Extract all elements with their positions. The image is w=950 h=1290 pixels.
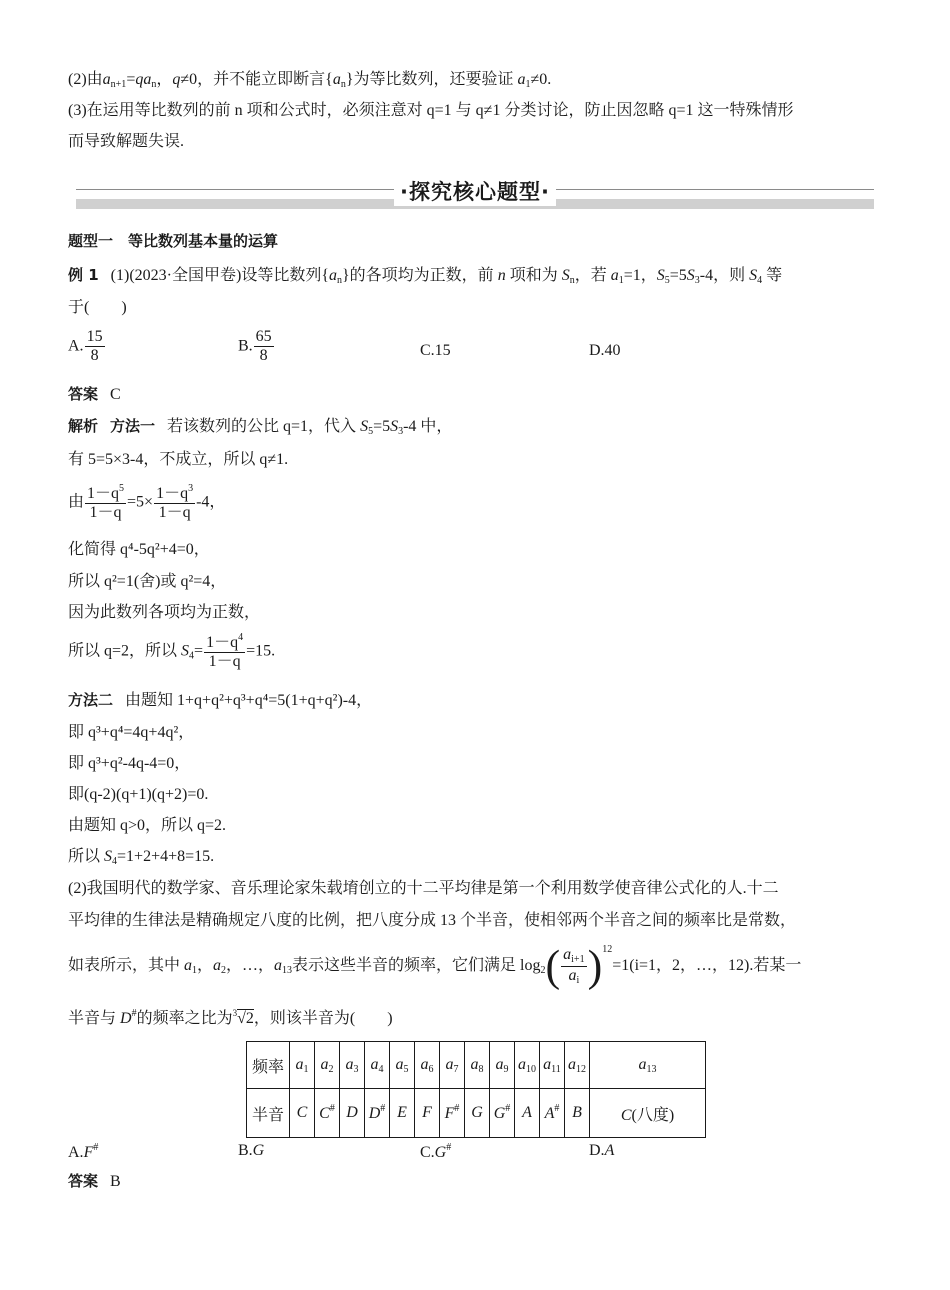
solution-m2-line4: 即(q-2)(q+1)(q+2)=0. xyxy=(68,786,209,803)
table-cell: E xyxy=(390,1089,415,1138)
table-cell: $a_{11}$ xyxy=(540,1042,565,1089)
solution-m1-line6: 因为此数列各项均为正数， xyxy=(68,604,261,621)
semitone-table xyxy=(246,1041,706,1138)
table-cell: F xyxy=(415,1089,440,1138)
option-2c: C.G# xyxy=(420,1142,452,1161)
table-cell: C# xyxy=(315,1089,340,1138)
example-2-line1: (2)我国明代的数学家、音乐理论家朱载堉创立的十二平均律是第一个利用数学使音律公式化的人.十二 xyxy=(68,880,779,897)
example-2-line2: 平均律的生律法是精确规定八度的比例，把八度分成 13 个半音，使相邻两个半音之间的频率比是常数， xyxy=(68,912,797,929)
section-banner xyxy=(76,174,874,210)
table-cell: G# xyxy=(490,1089,515,1138)
answer-1: 答案 C xyxy=(68,385,121,403)
example-1-line1: 例 1 (1)(2023·全国甲卷)设等比数列$\{a_n\}$的各项均为正数，前 n 项和为 $S_n$，若 $a_1=1$，$S_5=5S_3-4$，则 $S_4$ 等 xyxy=(68,266,783,286)
table-cell: C(八度) xyxy=(590,1089,706,1138)
solution-m2-line5: 由题知 q>0，所以 q=2. xyxy=(68,817,227,834)
solution-m1-line7: 所以 q=2，所以 $S_4=$ $\frac{1-q^4}{1-q}$ =15. xyxy=(68,632,276,671)
option-2d: D.A xyxy=(589,1142,615,1159)
option-a: A. $\frac{15}{8}$ xyxy=(68,328,103,365)
banner-title: · 探究核心题型 · xyxy=(394,176,556,206)
table-cell: C xyxy=(290,1089,315,1138)
option-c: C.15 xyxy=(420,342,451,359)
table-head: 半音 xyxy=(247,1089,290,1138)
table-cell: $a_1$ xyxy=(290,1042,315,1089)
table-head: 频率 xyxy=(247,1042,290,1089)
solution-m1-line3: 由 $\frac{1-q^5}{1-q}$ =5× $\frac{1-q^3}{1-q}$ -4， xyxy=(68,483,226,522)
note-3-line1: (3)在运用等比数列的前 n 项和公式时，必须注意对 q=1 与 q≠1 分类讨论，防止因忽略 q=1 这一特殊情形 xyxy=(68,102,794,119)
table-cell: B xyxy=(565,1089,590,1138)
table-row xyxy=(247,1042,706,1089)
table-cell: D xyxy=(340,1089,365,1138)
table-row xyxy=(247,1089,706,1138)
answer-2: 答案 B xyxy=(68,1172,121,1190)
table-cell: $a_6$ xyxy=(415,1042,440,1089)
table-cell: $a_2$ xyxy=(315,1042,340,1089)
note-3-line2: 而导致解题失误. xyxy=(68,133,185,150)
solution-m2-line1: 方法二 由题知 1+q+q²+q³+q⁴=5(1+q+q²)-4， xyxy=(68,691,373,709)
table-cell: $a_9$ xyxy=(490,1042,515,1089)
example-2-line4: 半音与 D#的频率之比为$^3$√2，则该半音为( ) xyxy=(68,1008,393,1027)
solution-m2-line3: 即 q³+q²-4q-4=0， xyxy=(68,755,191,772)
table-cell: $a_{10}$ xyxy=(515,1042,540,1089)
solution-m2-line2: 即 q³+q⁴=4q+4q²， xyxy=(68,724,195,741)
table-cell: G xyxy=(465,1089,490,1138)
option-b: B. $\frac{65}{8}$ xyxy=(238,328,272,365)
example-2-line3: 如表所示，其中 $a_1$，$a_2$，…，$a_{13}$表示这些半音的频率，它们满足 $\log_2$( $\frac{a_{i+1}}{a_i}$ )$^{12}$=1(i=1，2，…，12).若某一 xyxy=(68,941,802,991)
table-cell: $a_5$ xyxy=(390,1042,415,1089)
table-cell: F# xyxy=(440,1089,465,1138)
example-1-line2: 于( ) xyxy=(68,299,127,316)
section-heading: 题型一 等比数列基本量的运算 xyxy=(68,232,279,250)
table-cell: $a_7$ xyxy=(440,1042,465,1089)
table-cell: A xyxy=(515,1089,540,1138)
solution-m1-line4: 化简得 q⁴-5q²+4=0， xyxy=(68,541,210,558)
table-cell: $a_4$ xyxy=(365,1042,390,1089)
solution-m1-line2: 有 5=5×3-4，不成立，所以 q≠1. xyxy=(68,451,289,468)
solution-m1-line1: 解析 方法一 若该数列的公比 q=1，代入 $S_5=5S_3-4$ 中， xyxy=(68,417,453,437)
option-2b: B.G xyxy=(238,1142,265,1159)
table-cell: $a_8$ xyxy=(465,1042,490,1089)
table-cell: A# xyxy=(540,1089,565,1138)
option-d: D.40 xyxy=(589,342,621,359)
table-cell: $a_{13}$ xyxy=(590,1042,706,1089)
solution-m2-line6: 所以 $S_4=1+2+4+8=15$. xyxy=(68,848,215,867)
table-cell: $a_{12}$ xyxy=(565,1042,590,1089)
table-cell: D# xyxy=(365,1089,390,1138)
note-2: (2)由$a_{n+1}=qa_n$，q≠0，并不能立即断言$\{a_n\}$为等比数列，还要验证 $a_1\ne 0$. xyxy=(68,71,552,90)
option-2a: A.F# xyxy=(68,1142,99,1161)
solution-m1-line5: 所以 q²=1(舍)或 q²=4， xyxy=(68,573,227,590)
table-cell: $a_3$ xyxy=(340,1042,365,1089)
